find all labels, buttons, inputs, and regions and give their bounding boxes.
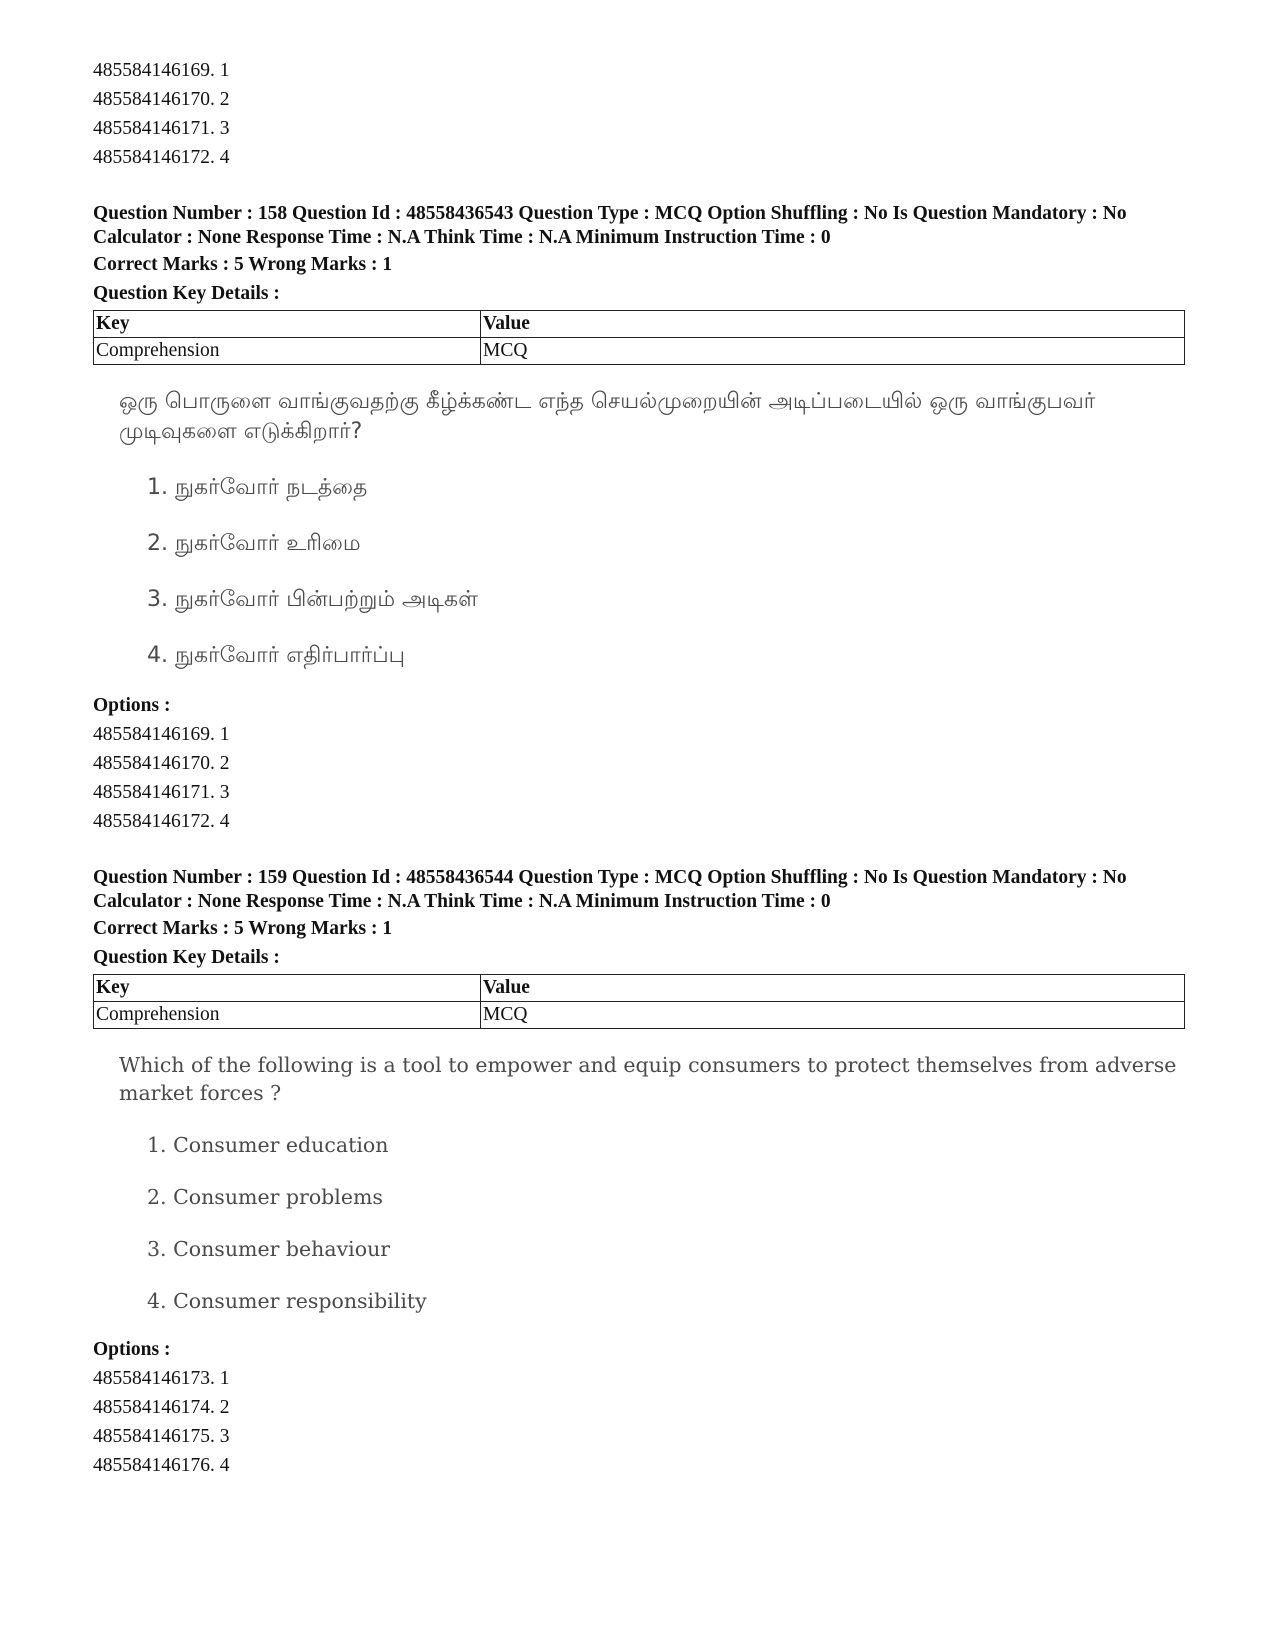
- question-stem: Which of the following is a tool to empower and equip consumers to protect themselves from adverse market forces ?: [119, 1053, 1177, 1105]
- option-line: 485584146171. 3: [93, 782, 230, 803]
- options-label: Options :: [93, 1339, 171, 1360]
- key-details-label: Question Key Details :: [93, 283, 280, 304]
- option-line: 485584146172. 4: [93, 811, 230, 832]
- options-label: Options :: [93, 695, 171, 716]
- marks-line: Correct Marks : 5 Wrong Marks : 1: [93, 254, 393, 275]
- option-line: 485584146170. 2: [93, 89, 230, 110]
- answer-choice: 4. Consumer responsibility: [147, 1289, 427, 1313]
- answer-choice: 1. Consumer education: [147, 1133, 389, 1157]
- question-block-159: [93, 866, 1183, 1480]
- document-page: [93, 56, 1183, 1480]
- option-line: 485584146170. 2: [93, 753, 230, 774]
- answer-choice: 4. நுகர்வோர் எதிர்பார்ப்பு: [147, 643, 406, 668]
- marks-line: Correct Marks : 5 Wrong Marks : 1: [93, 918, 393, 939]
- question-block-158: [93, 202, 1183, 836]
- table-header-key: Key: [94, 311, 481, 338]
- table-header-value: Value: [481, 975, 1185, 1002]
- question-header: Question Number : 158 Question Id : 48558436543 Question Type : MCQ Option Shuffling : No Is Question Mandatory : No Calculator : None Response Time : N.A Think Time : N.A Minimum Instruction Time : 0: [93, 203, 1127, 248]
- option-line: 485584146176. 4: [93, 1455, 230, 1476]
- answer-choice: 3. நுகர்வோர் பின்பற்றும் அடிகள்: [147, 587, 478, 612]
- table-cell-value: MCQ: [481, 1002, 1185, 1029]
- table-cell-key: Comprehension: [94, 1002, 481, 1029]
- answer-choice: 2. நுகர்வோர் உரிமை: [147, 531, 361, 556]
- table-cell-value: MCQ: [481, 338, 1185, 365]
- key-details-table: [93, 310, 1185, 365]
- option-line: 485584146175. 3: [93, 1426, 230, 1447]
- answer-choice: 2. Consumer problems: [147, 1185, 383, 1209]
- option-line: 485584146169. 1: [93, 724, 230, 745]
- option-line: 485584146172. 4: [93, 147, 230, 168]
- question-image: [119, 387, 1183, 671]
- question-image: [119, 1051, 1183, 1315]
- option-line: 485584146174. 2: [93, 1397, 230, 1418]
- answer-choice: 1. நுகர்வோர் நடத்தை: [147, 475, 368, 500]
- key-details-table: [93, 974, 1185, 1029]
- table-header-row: [94, 975, 1185, 1002]
- table-header-row: [94, 311, 1185, 338]
- table-header-value: Value: [481, 311, 1185, 338]
- table-header-key: Key: [94, 975, 481, 1002]
- table-row: [94, 338, 1185, 365]
- question-stem: ஒரு பொருளை வாங்குவதற்கு கீழ்க்கண்ட எந்த செயல்முறையின் அடிப்படையில் ஒரு வாங்குபவர் முடிவுகளை எடுக்கிறார்?: [119, 389, 1096, 444]
- option-line: 485584146169. 1: [93, 60, 230, 81]
- previous-options-list: [93, 56, 1183, 172]
- key-details-label: Question Key Details :: [93, 947, 280, 968]
- option-line: 485584146173. 1: [93, 1368, 230, 1389]
- answer-choice: 3. Consumer behaviour: [147, 1237, 391, 1261]
- option-line: 485584146171. 3: [93, 118, 230, 139]
- table-row: [94, 1002, 1185, 1029]
- question-header: Question Number : 159 Question Id : 48558436544 Question Type : MCQ Option Shuffling : No Is Question Mandatory : No Calculator : None Response Time : N.A Think Time : N.A Minimum Instruction Time : 0: [93, 867, 1127, 912]
- table-cell-key: Comprehension: [94, 338, 481, 365]
